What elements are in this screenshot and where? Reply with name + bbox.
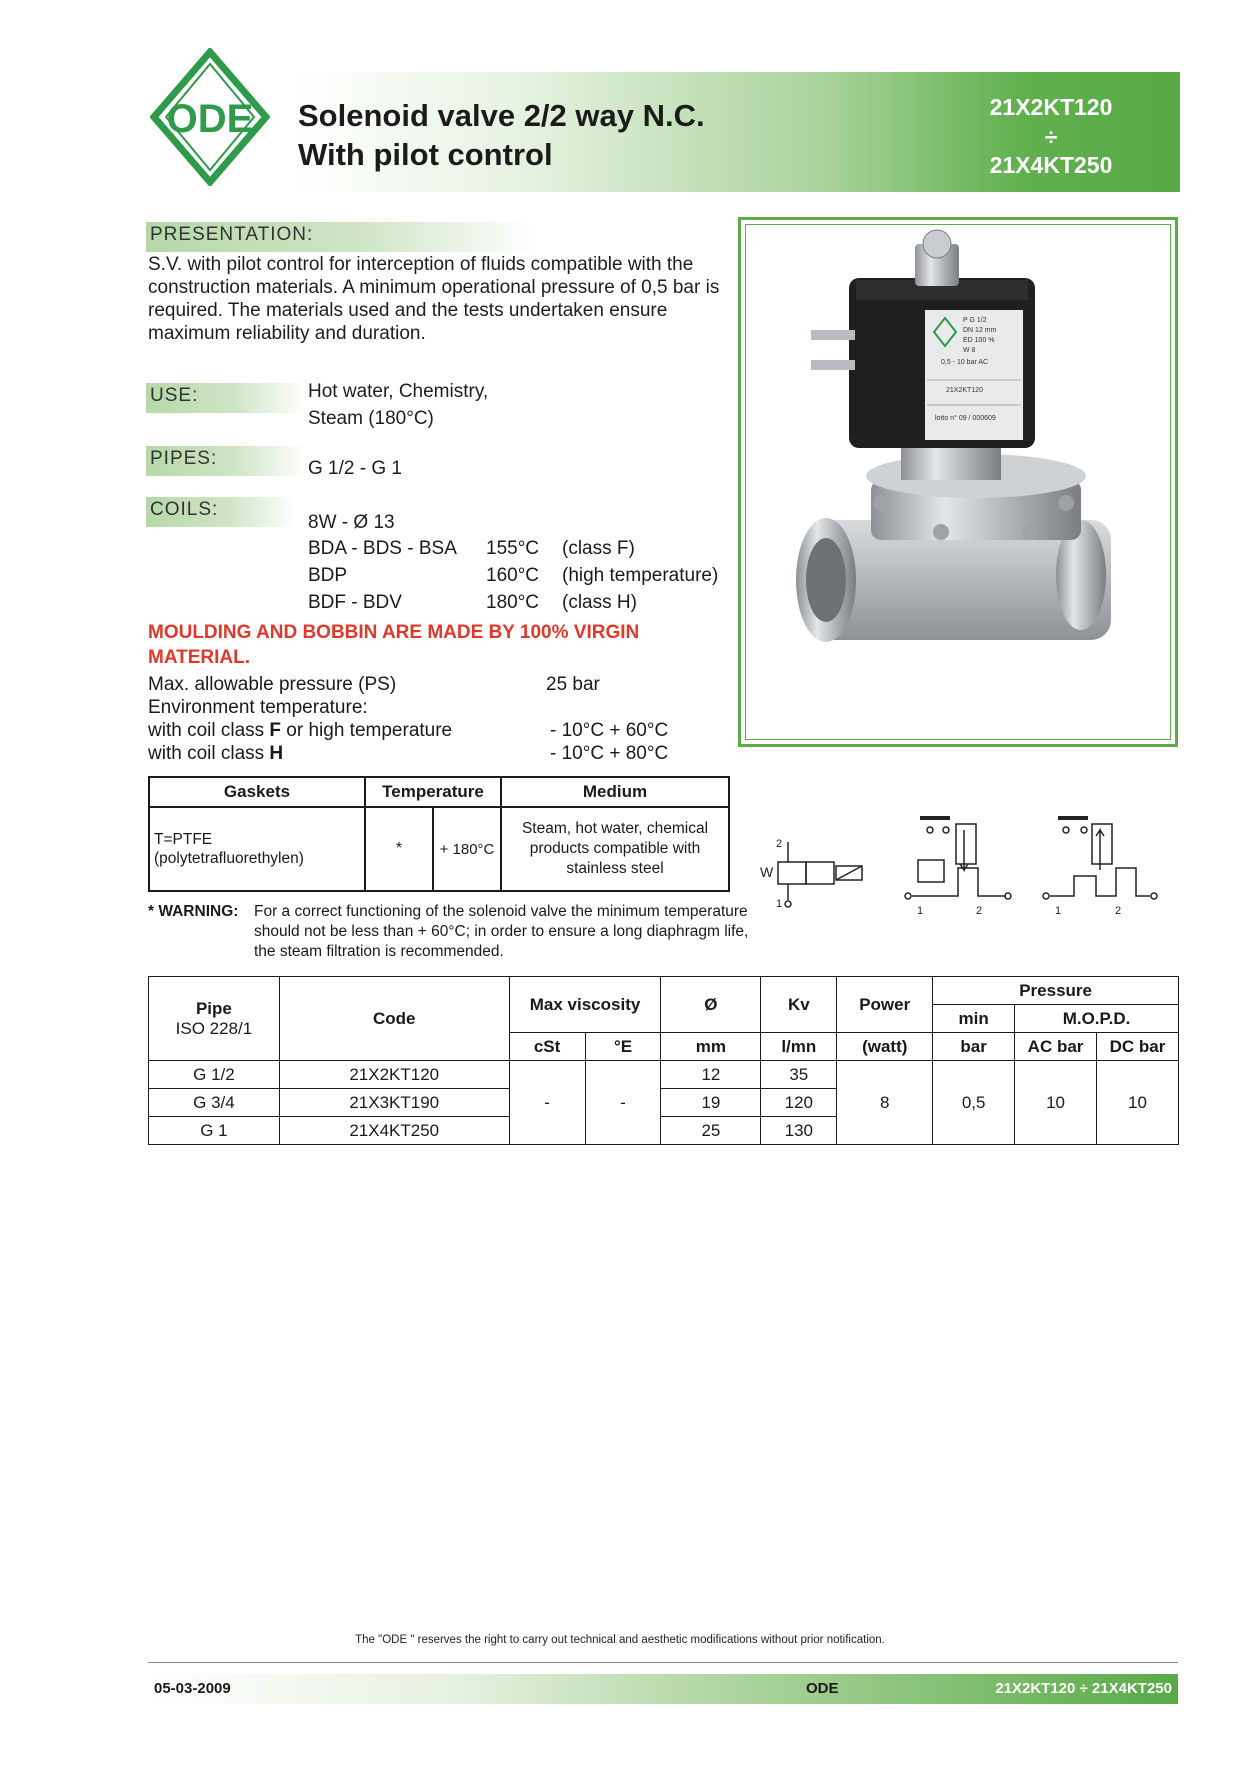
max-pressure-value: 25 bar — [546, 674, 600, 695]
coil-f-range: - 10°C + 60°C — [550, 720, 669, 741]
footer-divider — [148, 1662, 1178, 1663]
header-kv: Kv — [761, 977, 837, 1033]
max-pressure-label: Max. allowable pressure (PS) — [148, 674, 397, 695]
use-text — [308, 378, 488, 432]
section-label-presentation: PRESENTATION: — [146, 222, 536, 252]
section-label-coils: COILS: — [146, 497, 296, 527]
coil-label-line: DN 12 mm — [963, 327, 997, 334]
coil-label-line: 0,5 - 10 bar AC — [941, 359, 989, 366]
coil-label-line: ED 100 % — [963, 337, 995, 344]
cell-e: - — [585, 1061, 661, 1145]
cell-cst: - — [509, 1061, 585, 1145]
coil-name: BDF - BDV — [308, 592, 402, 613]
coil-h-label: with coil class H — [148, 743, 284, 764]
product-photo-frame — [738, 217, 1178, 747]
table-row — [149, 1061, 1179, 1089]
coil-list — [308, 538, 728, 618]
header-code: Code — [279, 977, 509, 1061]
coil-power: 8W - Ø 13 — [308, 512, 395, 533]
footer-brand: ODE — [806, 1680, 839, 1697]
svg-text:1: 1 — [776, 898, 783, 910]
env-temp-label: Environment temperature: — [148, 697, 368, 718]
header-diameter: Ø — [661, 977, 761, 1033]
header-mopd: M.O.P.D. — [1015, 1005, 1179, 1033]
pipes-value: G 1/2 - G 1 — [308, 458, 402, 479]
svg-text:W: W — [760, 864, 774, 880]
coil-h-range: - 10°C + 80°C — [550, 743, 669, 764]
coil-label-line: W 8 — [963, 347, 976, 354]
presentation-text: S.V. with pilot control for interception of fluids compatible with the construction materials. A minimum operational pressure of 0,5 bar is required. The materials used and the tests undertaken ensure maximum reliability and duration. — [148, 254, 720, 344]
cell-pipe: G 1/2 — [149, 1061, 280, 1089]
svg-text:2: 2 — [776, 838, 783, 850]
col-header-gaskets: Gaskets — [149, 777, 365, 807]
moulding-warning: MOULDING AND BOBBIN ARE MADE BY 100% VIRGIN MATERIAL. — [148, 622, 640, 668]
cell-kv: 120 — [761, 1089, 837, 1117]
cell-dia: 12 — [661, 1061, 761, 1089]
coil-temp: 160°C — [486, 565, 540, 586]
use-line-1: Hot water, Chemistry, — [308, 381, 489, 402]
warning-label: * WARNING: — [148, 903, 239, 920]
cell-min: 0,5 — [933, 1061, 1015, 1145]
cell-code: 21X2KT120 — [279, 1061, 509, 1089]
cell-pipe: G 1 — [149, 1117, 280, 1145]
footer-code-range: 21X2KT120 ÷ 21X4KT250 — [995, 1680, 1172, 1697]
code-separator: ÷ — [1044, 124, 1058, 150]
cell-kv: 130 — [761, 1117, 837, 1145]
cell-ac: 10 — [1015, 1061, 1097, 1145]
section-label-use: USE: — [146, 383, 306, 413]
valve-photo — [741, 220, 1175, 744]
code-to: 21X4KT250 — [989, 152, 1113, 178]
header-pipe: Pipe ISO 228/1 — [149, 977, 280, 1061]
specifications-table — [148, 976, 1179, 1145]
section-label-pipes: PIPES: — [146, 446, 306, 476]
ode-logo — [150, 48, 270, 186]
cell-pipe: G 3/4 — [149, 1089, 280, 1117]
cell-dc: 10 — [1097, 1061, 1179, 1145]
cell-power: 8 — [837, 1061, 933, 1145]
medium-value: Steam, hot water, chemical products compatible with stainless steel — [501, 807, 729, 891]
coil-temp: 155°C — [486, 538, 540, 559]
header-watt: (watt) — [837, 1033, 933, 1061]
svg-text:1: 1 — [1055, 905, 1062, 917]
coil-name: BDP — [308, 565, 348, 586]
temp-value: + 180°C — [433, 807, 501, 891]
coil-f-label: with coil class F or high temperature — [148, 720, 453, 741]
header-dc-bar: DC bar — [1097, 1033, 1179, 1061]
page-title: Solenoid valve 2/2 way N.C. — [298, 98, 705, 133]
temp-symbol: * — [365, 807, 433, 891]
coil-class: (class H) — [562, 592, 637, 613]
header-power: Power — [837, 977, 933, 1033]
header-ac-bar: AC bar — [1015, 1033, 1097, 1061]
header-min: min — [933, 1005, 1015, 1033]
cell-dia: 25 — [661, 1117, 761, 1145]
coil-label-line: 21X2KT120 — [946, 387, 983, 394]
svg-text:2: 2 — [976, 905, 983, 917]
gasket-table — [148, 776, 730, 892]
cell-code: 21X3KT190 — [279, 1089, 509, 1117]
cell-code: 21X4KT250 — [279, 1117, 509, 1145]
coil-label-line: lotto n° 09 / 000609 — [935, 415, 996, 422]
cell-kv: 35 — [761, 1061, 837, 1089]
cell-dia: 19 — [661, 1089, 761, 1117]
coil-temp: 180°C — [486, 592, 540, 613]
header-e: °E — [585, 1033, 661, 1061]
valve-schematics — [760, 812, 1180, 922]
col-header-temperature: Temperature — [365, 777, 501, 807]
coil-class: (class F) — [562, 538, 635, 559]
coil-label-line: P G 1/2 — [963, 317, 987, 324]
page-subtitle: With pilot control — [298, 137, 553, 172]
gasket-value: T=PTFE (polytetrafluorethylen) — [149, 807, 365, 891]
use-line-2: Steam (180°C) — [308, 408, 434, 429]
warning-text: For a correct functioning of the solenoid valve the minimum temperature should not be less than + 60°C; in order to ensure a long diaphragm life, the steam filtration is recommended. — [254, 903, 749, 960]
footer-date: 05-03-2009 — [154, 1680, 231, 1697]
svg-text:2: 2 — [1115, 905, 1122, 917]
header-max-viscosity: Max viscosity — [509, 977, 661, 1033]
coil-name: BDA - BDS - BSA — [308, 538, 457, 559]
col-header-medium: Medium — [501, 777, 729, 807]
header-bar: bar — [933, 1033, 1015, 1061]
svg-text:1: 1 — [917, 905, 924, 917]
header-mm: mm — [661, 1033, 761, 1061]
header-lmn: l/mn — [761, 1033, 837, 1061]
header-pressure: Pressure — [933, 977, 1179, 1005]
header-cst: cSt — [509, 1033, 585, 1061]
coil-class: (high temperature) — [562, 565, 719, 586]
disclaimer: The "ODE " reserves the right to carry out technical and aesthetic modifications without prior notification. — [355, 1634, 885, 1646]
code-from: 21X2KT120 — [989, 94, 1113, 120]
svg-text:ODE: ODE — [166, 97, 254, 141]
